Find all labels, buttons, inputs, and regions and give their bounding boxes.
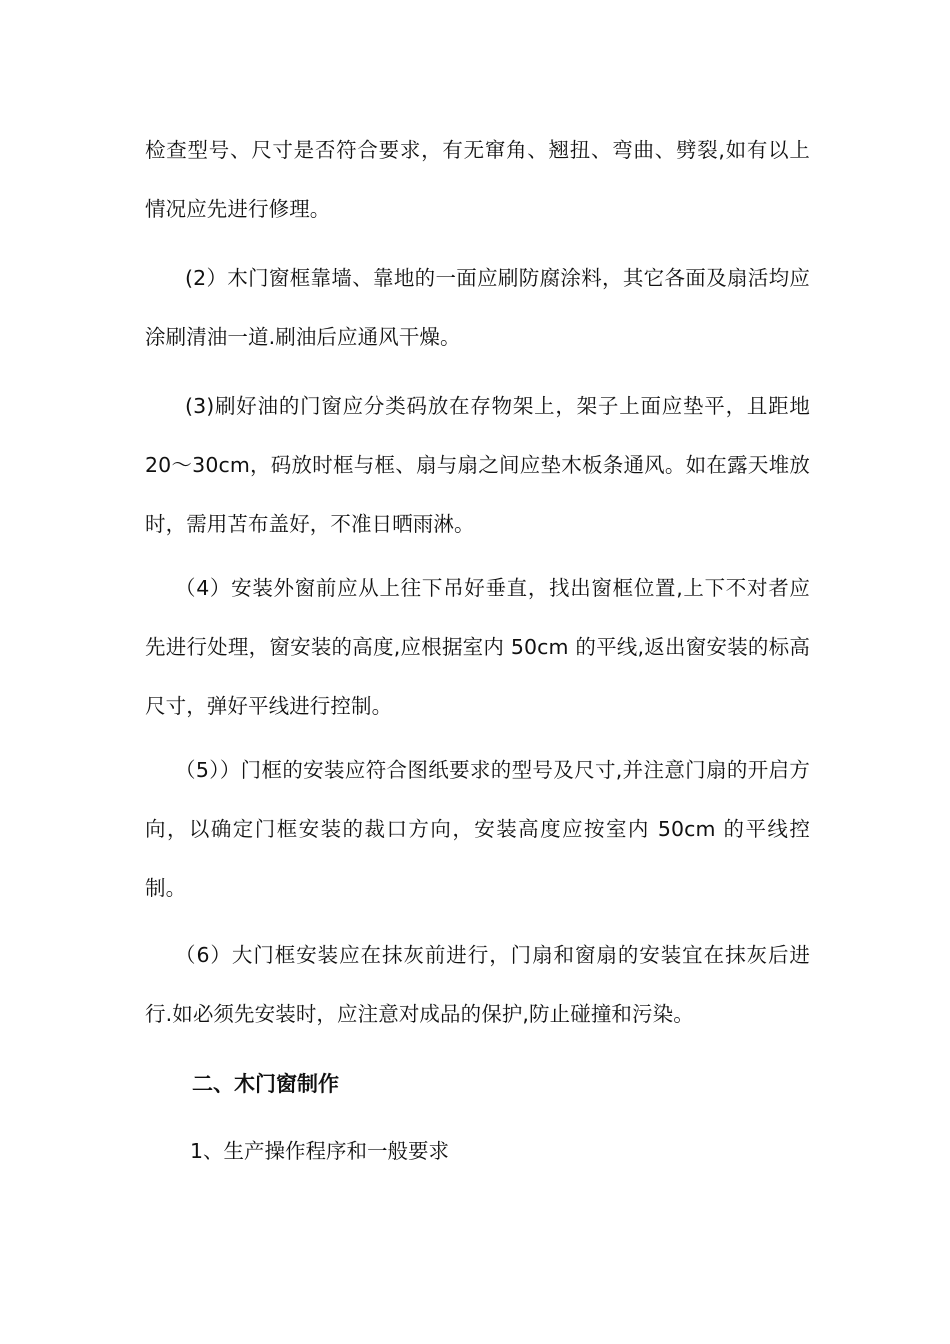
paragraph-item-4: （4）安装外窗前应从上往下吊好垂直，找出窗框位置,上下不对者应先进行处理，窗安装的高度,应根据室内 50cm 的平线,返出窗安装的标高尺寸，弹好平线进行控制。 [145, 576, 810, 718]
paragraph-inspection: 检查型号、尺寸是否符合要求，有无窜角、翘扭、弯曲、劈裂,如有以上情况应先进行修理。 [145, 138, 810, 221]
paragraph-item-6: （6）大门框安装应在抹灰前进行，门扇和窗扇的安装宜在抹灰后进行.如必须先安装时，应注意对成品的保护,防止碰撞和污染。 [145, 943, 810, 1026]
paragraph-item-3: (3)刷好油的门窗应分类码放在存物架上，架子上面应垫平，且距地 20～30cm，码放时框与框、扇与扇之间应垫木板条通风。如在露天堆放时，需用苫布盖好，不准日晒雨淋。 [145, 394, 810, 536]
subsection-heading: 1、生产操作程序和一般要求 [190, 1139, 450, 1163]
paragraph-item-2: (2）木门窗框靠墙、靠地的一面应刷防腐涂料，其它各面及扇活均应涂刷清油一道.刷油后应通风干燥。 [145, 266, 810, 349]
paragraph-item-5: （5））门框的安装应符合图纸要求的型号及尺寸,并注意门扇的开启方向，以确定门框安装的裁口方向，安装高度应按室内 50cm 的平线控制。 [145, 758, 810, 900]
section-heading: 二、木门窗制作 [192, 1072, 339, 1096]
